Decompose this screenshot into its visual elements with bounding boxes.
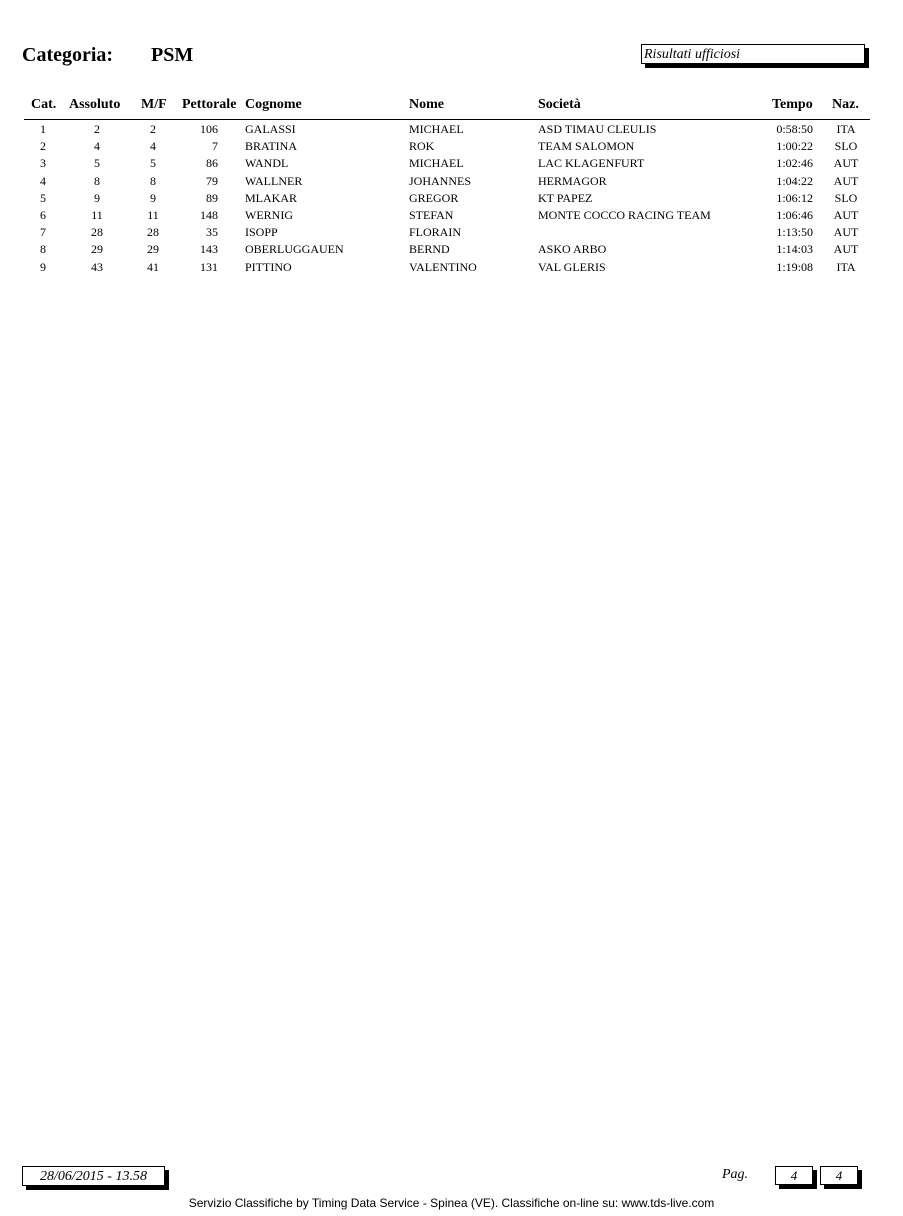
cell-pettorale: 148	[200, 207, 218, 222]
cell-mf: 4	[150, 139, 156, 154]
cell-naz: AUT	[833, 173, 859, 188]
cell-societa: ASKO ARBO	[538, 242, 607, 257]
cell-cognome: OBERLUGGAUEN	[245, 242, 344, 257]
cell-societa: TEAM SALOMON	[538, 139, 635, 154]
cell-cognome: PITTINO	[245, 259, 292, 274]
cell-tempo: 1:06:12	[776, 190, 813, 205]
cell-cat: 1	[40, 122, 46, 136]
cell-cognome: BRATINA	[245, 139, 298, 154]
table-row	[0, 121, 903, 138]
cell-tempo: 1:00:22	[776, 139, 813, 154]
cell-tempo: 0:58:50	[776, 122, 813, 136]
col-header-cat: Cat.	[31, 97, 57, 112]
cell-cognome: WANDL	[245, 156, 289, 171]
col-header-mf: M/F	[141, 97, 167, 112]
cell-nome: GREGOR	[409, 190, 459, 205]
cell-cognome: WERNIG	[245, 207, 293, 222]
cell-cat: 5	[40, 190, 46, 205]
table-row	[0, 207, 903, 224]
cell-pettorale: 35	[206, 225, 218, 240]
cell-pettorale: 89	[206, 190, 218, 205]
cell-nome: BERND	[409, 242, 450, 257]
cell-assoluto: 2	[94, 122, 100, 136]
cell-tempo: 1:02:46	[776, 156, 813, 171]
category-value: PSM	[151, 44, 194, 66]
cell-cat: 7	[40, 225, 46, 240]
cell-pettorale: 7	[212, 139, 218, 154]
category-label: Categoria:	[22, 44, 114, 66]
cell-societa: VAL GLERIS	[538, 259, 606, 274]
cell-assoluto: 43	[91, 259, 103, 274]
cell-pettorale: 131	[200, 259, 218, 274]
col-header-societa: Società	[538, 97, 581, 112]
cell-mf: 5	[150, 156, 156, 171]
table-row	[0, 190, 903, 207]
table-row	[0, 173, 903, 190]
cell-nome: STEFAN	[409, 207, 454, 222]
cell-mf: 41	[147, 259, 159, 274]
cell-mf: 11	[147, 207, 159, 222]
cell-naz: AUT	[833, 207, 859, 222]
table-row	[0, 155, 903, 172]
cell-cognome: MLAKAR	[245, 190, 298, 205]
cell-naz: SLO	[834, 139, 858, 154]
cell-naz: ITA	[836, 122, 856, 136]
cell-nome: MICHAEL	[409, 122, 464, 136]
col-header-nome: Nome	[409, 97, 444, 112]
cell-pettorale: 86	[206, 156, 218, 171]
cell-cat: 9	[40, 259, 46, 274]
cell-societa: HERMAGOR	[538, 173, 607, 188]
col-header-tempo: Tempo	[772, 97, 813, 112]
cell-cat: 6	[40, 207, 46, 222]
cell-assoluto: 8	[94, 173, 100, 188]
cell-mf: 9	[150, 190, 156, 205]
cell-societa: ASD TIMAU CLEULIS	[538, 122, 657, 136]
cell-naz: ITA	[836, 259, 856, 274]
table-row	[0, 224, 903, 241]
cell-assoluto: 5	[94, 156, 100, 171]
cell-mf: 8	[150, 173, 156, 188]
table-row	[0, 138, 903, 155]
cell-nome: FLORAIN	[409, 225, 462, 240]
cell-tempo: 1:19:08	[776, 259, 813, 274]
cell-assoluto: 9	[94, 190, 100, 205]
cell-pettorale: 106	[200, 122, 218, 136]
cell-nome: JOHANNES	[409, 173, 472, 188]
page-label: Pag.	[722, 1167, 749, 1182]
status-box: Risultati ufficiosi	[641, 44, 865, 64]
cell-naz: AUT	[833, 156, 859, 171]
cell-naz: AUT	[833, 225, 859, 240]
cell-societa: MONTE COCCO RACING TEAM	[538, 207, 711, 222]
cell-naz: AUT	[833, 242, 859, 257]
cell-assoluto: 11	[91, 207, 103, 222]
cell-tempo: 1:04:22	[776, 173, 813, 188]
cell-cat: 8	[40, 242, 46, 257]
col-header-naz: Naz.	[832, 97, 859, 112]
col-header-cognome: Cognome	[245, 97, 302, 112]
table-row	[0, 259, 903, 276]
cell-pettorale: 143	[200, 242, 218, 257]
cell-cognome: GALASSI	[245, 122, 296, 136]
cell-pettorale: 79	[206, 173, 218, 188]
col-header-assoluto: Assoluto	[69, 97, 121, 112]
cell-mf: 2	[150, 122, 156, 136]
results-table	[0, 121, 903, 276]
cell-assoluto: 29	[91, 242, 103, 257]
cell-cat: 2	[40, 139, 46, 154]
cell-naz: SLO	[834, 190, 858, 205]
cell-tempo: 1:13:50	[776, 225, 813, 240]
cell-societa: LAC KLAGENFURT	[538, 156, 645, 171]
cell-cat: 4	[40, 173, 46, 188]
header-rule	[24, 119, 870, 120]
cell-mf: 28	[147, 225, 159, 240]
cell-assoluto: 28	[91, 225, 103, 240]
page-current: 4	[775, 1166, 813, 1185]
col-header-pettorale: Pettorale	[182, 97, 237, 112]
cell-tempo: 1:06:46	[776, 207, 813, 222]
cell-cognome: WALLNER	[245, 173, 303, 188]
print-datetime: 28/06/2015 - 13.58	[22, 1166, 165, 1186]
table-row	[0, 241, 903, 258]
cell-nome: ROK	[409, 139, 435, 154]
cell-tempo: 1:14:03	[776, 242, 813, 257]
page-total: 4	[820, 1166, 858, 1185]
cell-cat: 3	[40, 156, 46, 171]
cell-societa: KT PAPEZ	[538, 190, 593, 205]
cell-assoluto: 4	[94, 139, 100, 154]
cell-nome: MICHAEL	[409, 156, 464, 171]
footer-credits: Servizio Classifiche by Timing Data Service - Spinea (VE). Classifiche on-line su: www.tds-live.com	[188, 1196, 715, 1210]
cell-mf: 29	[147, 242, 159, 257]
cell-nome: VALENTINO	[409, 259, 477, 274]
cell-cognome: ISOPP	[245, 225, 278, 240]
